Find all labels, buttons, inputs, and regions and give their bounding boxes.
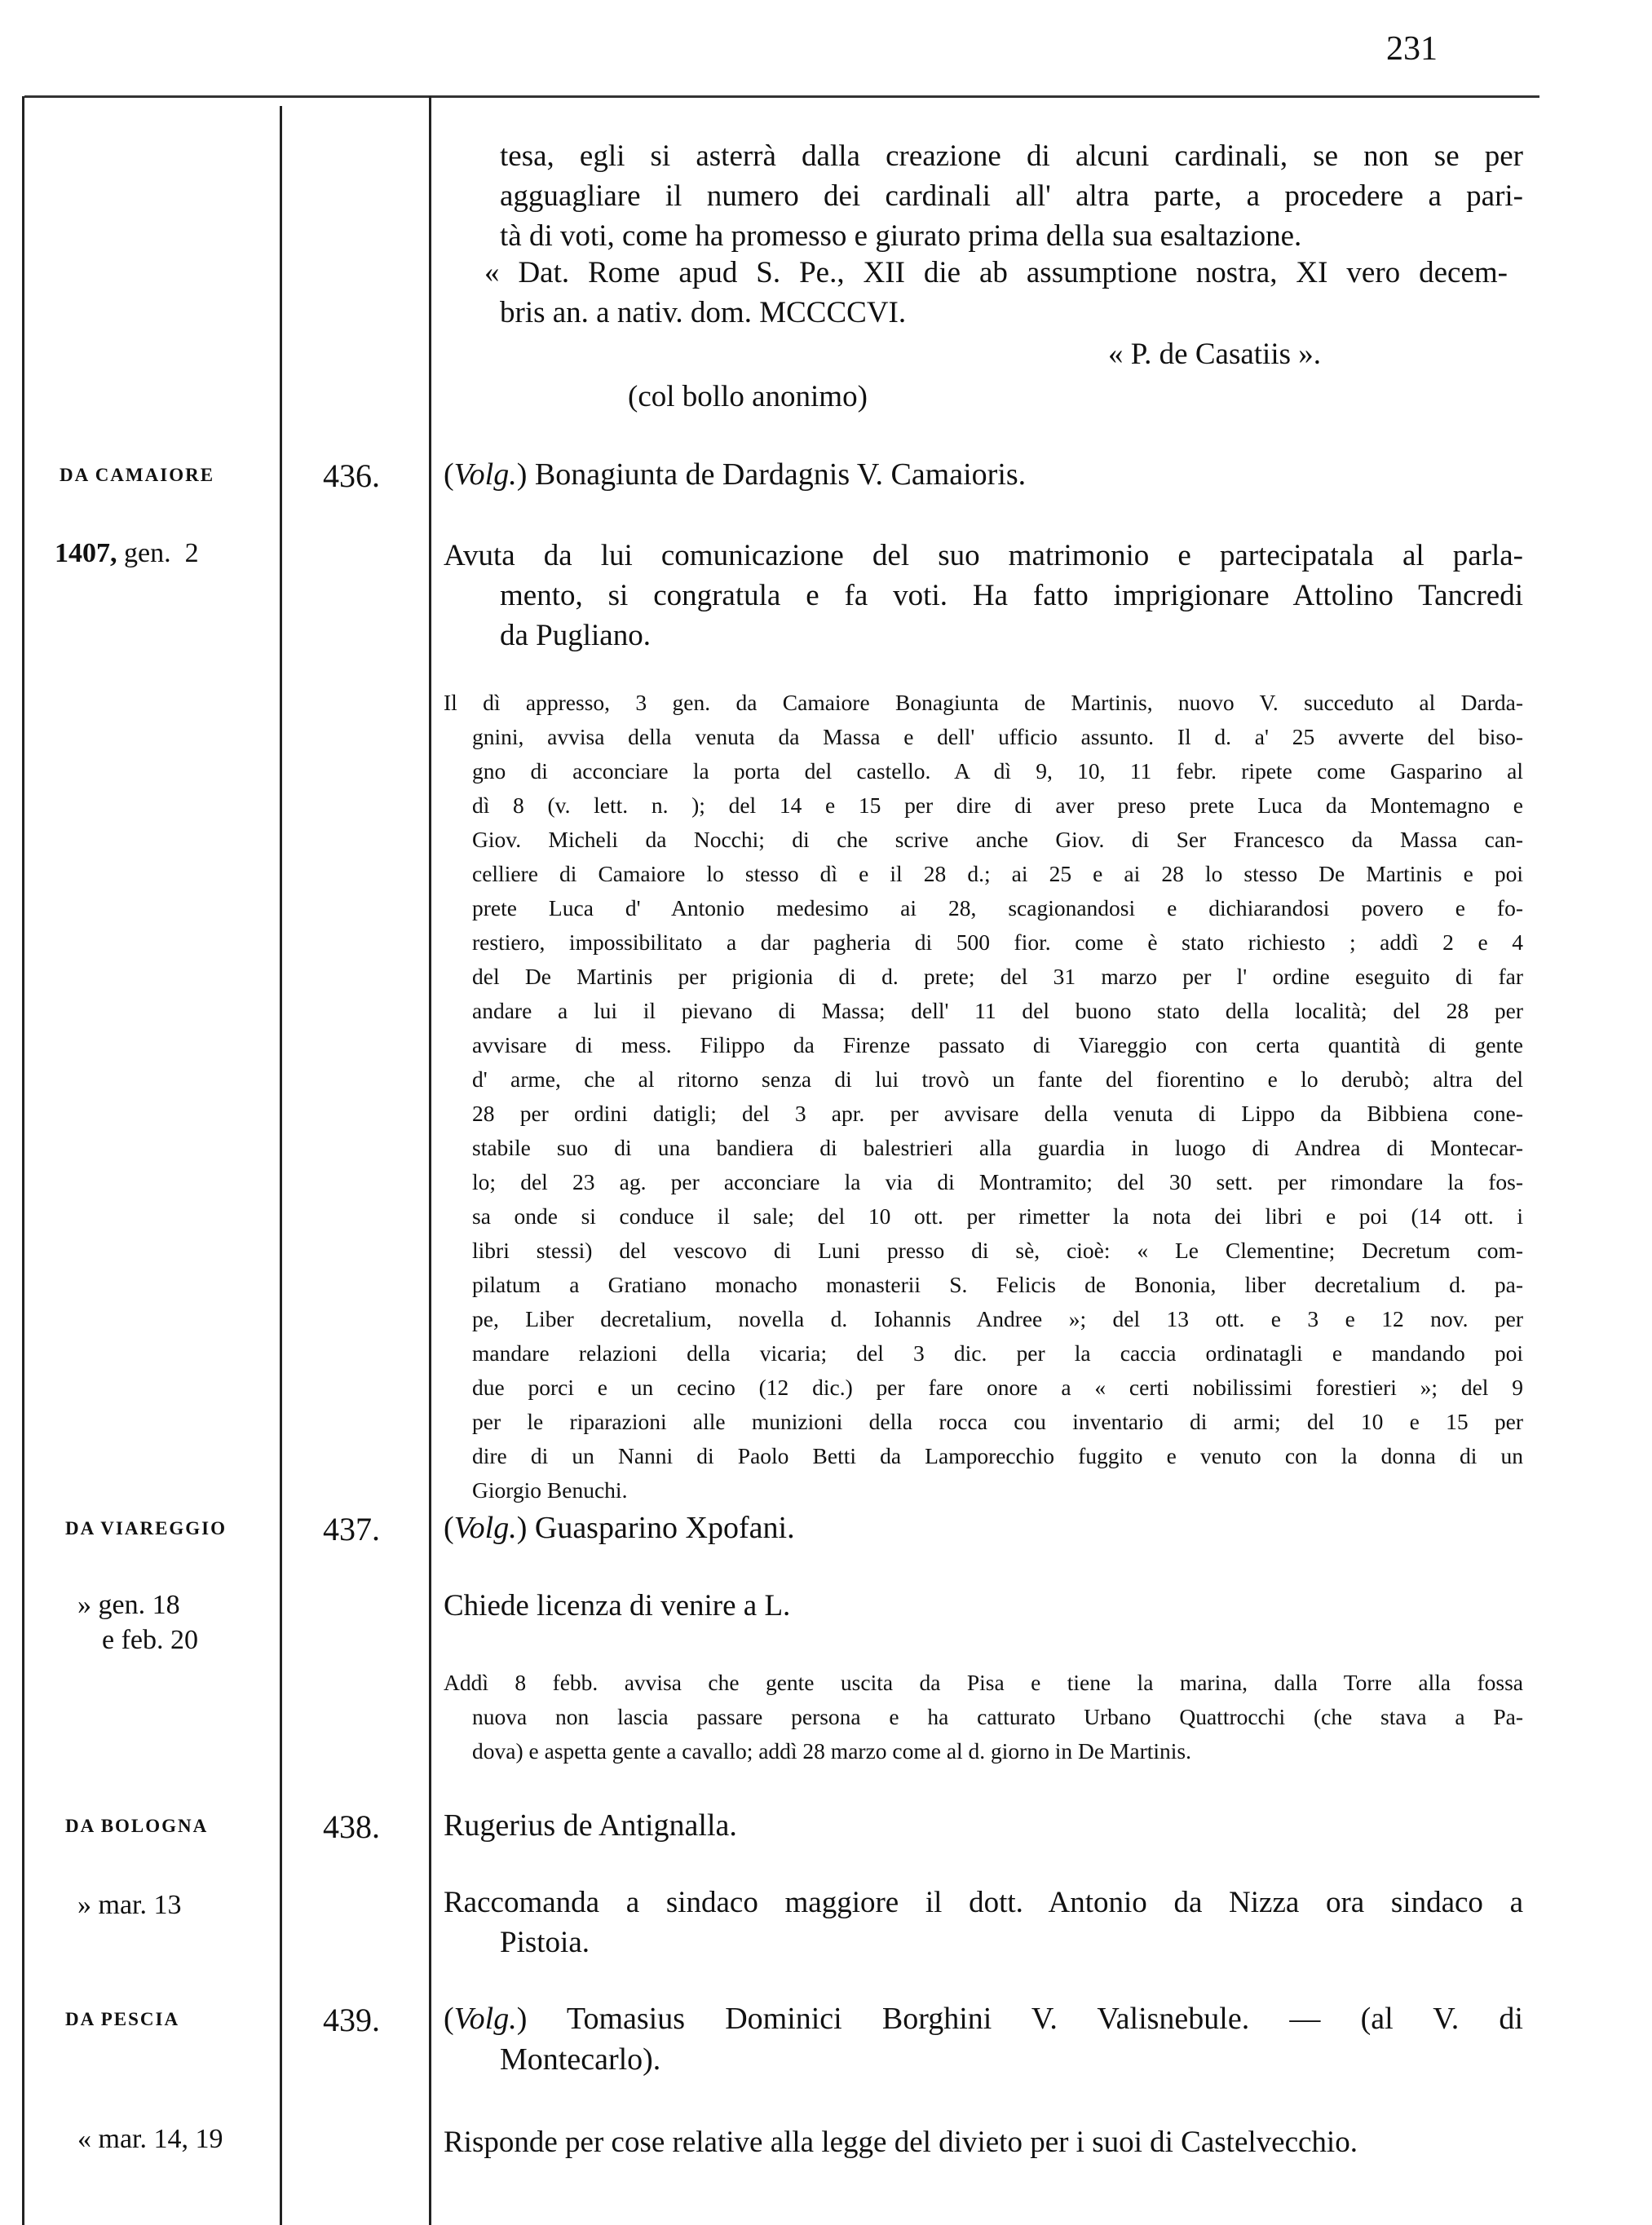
text-line: nuova non lascia passare persona e ha catturato Urbano Quattrocchi (che stava a Pa- xyxy=(472,1704,1523,1729)
entry-heading: (Volg.) Tomasius Dominici Borghini V. Valisnebule. — (al V. di xyxy=(444,2002,1523,2036)
text-line: bris an. a nativ. dom. MCCCCVI. xyxy=(500,296,907,329)
entry-number: 438. xyxy=(323,1808,380,1845)
column-rule-date xyxy=(280,106,282,2225)
text-line: sa onde si conduce il sale; del 10 ott. per rimetter la nota dei libri e poi (14 ott. i xyxy=(472,1203,1523,1229)
entry-heading: (Volg.) Bonagiunta de Dardagnis V. Camaioris. xyxy=(444,457,1027,492)
text-line: celliere di Camaiore lo stesso dì e il 28 d.; ai 25 e ai 28 lo stesso De Martinis e poi xyxy=(472,861,1523,886)
entry-place: DA PESCIA xyxy=(65,2009,180,2029)
text-line: tà di voti, come ha promesso e giurato prima della sua esaltazione. xyxy=(500,219,1302,253)
text-line: andare a lui il pievano di Massa; dell' 11 del buono stato della località; del 28 per xyxy=(472,998,1523,1023)
text-line: mandare relazioni della vicaria; del 3 dic. per la caccia ordinatagli e mandando poi xyxy=(472,1340,1523,1366)
text-line: 28 per ordini datigli; del 3 apr. per avvisare della venuta di Lippo da Bibbiena cone- xyxy=(472,1101,1523,1126)
text-line: mento, si congratula e fa voti. Ha fatto imprigionare Attolino Tancredi xyxy=(500,579,1523,612)
text-line: Chiede licenza di venire a L. xyxy=(444,1589,791,1622)
text-line: Addì 8 febb. avvisa che gente uscita da Pisa e tiene la marina, dalla Torre alla fossa xyxy=(444,1670,1523,1695)
text-line: lo; del 23 ag. per acconciare la via di Montramito; del 30 sett. per rimondare la fos- xyxy=(472,1169,1523,1194)
text-line: dì 8 (v. lett. n. ); del 14 e 15 per dire di aver preso prete Luca da Montemagno e xyxy=(472,792,1523,818)
entry-note xyxy=(444,1666,1523,1768)
entry-date xyxy=(55,538,199,569)
entry-number: 439. xyxy=(323,2002,380,2038)
text-line: pilatum a Gratiano monacho monasterii S. Felicis de Bononia, liber decretalium d. pa- xyxy=(472,1272,1523,1297)
text-line: pe, Liber decretalium, novella d. Iohannis Andree »; del 13 ott. e 3 e 12 nov. per xyxy=(472,1306,1523,1331)
text-line: d' arme, che al ritorno senza di lui trovò un fante del fiorentino e lo derubò; altra del xyxy=(472,1066,1523,1092)
page-number: 231 xyxy=(1386,30,1438,68)
entry-heading: (Volg.) Guasparino Xpofani. xyxy=(444,1511,795,1545)
entry-place: DA VIAREGGIO xyxy=(65,1518,227,1539)
seal-note: (col bollo anonimo) xyxy=(628,380,868,413)
text-line: tesa, egli si asterrà dalla creazione di alcuni cardinali, se non se per xyxy=(500,139,1523,173)
entry-summary xyxy=(444,536,1523,656)
text-line: stabile suo di una bandiera di balestrieri alla guardia in luogo di Andrea di Montecar- xyxy=(472,1135,1523,1160)
text-line: dire di un Nanni di Paolo Betti da Lamporecchio fuggito e venuto con la donna di un xyxy=(472,1443,1523,1468)
text-line: Giov. Micheli da Nocchi; di che scrive anche Giov. di Ser Francesco da Massa can- xyxy=(472,827,1523,852)
text-line: Avuta da lui comunicazione del suo matrimonio e partecipatala al parla- xyxy=(444,539,1523,572)
text-line: per le riparazioni alle munizioni della rocca cou inventario di armi; del 10 e 15 per xyxy=(472,1409,1523,1434)
text-line: Risponde per cose relative alla legge del divieto per i suoi di Castelvecchio. xyxy=(444,2126,1358,2159)
text-line: del De Martinis per prigionia di d. prete; del 31 marzo per l' ordine eseguito di far xyxy=(472,964,1523,989)
text-line: « Dat. Rome apud S. Pe., XII die ab assumptione nostra, XI vero decem- xyxy=(484,256,1508,289)
entry-year: 1407, xyxy=(55,538,117,568)
text-line: Giorgio Benuchi. xyxy=(472,1477,628,1503)
text-line: due porci e un cecino (12 dic.) per fare onore a « certi nobilissimi forestieri »; del 9 xyxy=(472,1375,1523,1400)
entry-date-2: e feb. 20 xyxy=(102,1625,199,1655)
text-line: gno di acconciare la porta del castello. A dì 9, 10, 11 febr. ripete come Gasparino al xyxy=(472,758,1523,784)
entry-number: 436. xyxy=(323,457,380,494)
entry-summary xyxy=(444,1883,1523,1962)
entry-heading-cont: Montecarlo). xyxy=(500,2042,661,2077)
entry-place: DA CAMAIORE xyxy=(60,465,215,485)
entry-heading: Rugerius de Antignalla. xyxy=(444,1808,737,1843)
text-line: prete Luca d' Antonio medesimo ai 28, scagionandosi e dichiarandosi povero e fo- xyxy=(472,895,1523,920)
text-line: agguagliare il numero dei cardinali all' altra parte, a procedere a pari- xyxy=(500,179,1523,213)
text-line: avvisare di mess. Filippo da Firenze passato di Viareggio con certa quantità di gente xyxy=(472,1032,1523,1057)
continuation-paragraph xyxy=(500,136,1523,256)
entry-date: » mar. 13 xyxy=(77,1890,182,1920)
entry-note xyxy=(444,686,1523,1508)
entry-number: 437. xyxy=(323,1511,380,1547)
entry-date: » gen. 18 xyxy=(77,1590,180,1620)
signature: « P. de Casatiis ». xyxy=(1107,338,1321,371)
text-line: gnini, avvisa della venuta da Massa e dell' ufficio assunto. Il d. a' 25 avverte del biso- xyxy=(472,724,1523,749)
text-line: Pistoia. xyxy=(500,1926,590,1959)
column-rule-left xyxy=(22,96,24,2225)
text-line: libri stessi) del vescovo di Luni presso di sè, cioè: « Le Clementine; Decretum com- xyxy=(472,1238,1523,1263)
entry-date: « mar. 14, 19 xyxy=(77,2124,223,2154)
entry-summary xyxy=(444,2122,1523,2162)
entry-summary xyxy=(444,1586,1467,1626)
entry-day: gen. 2 xyxy=(124,538,199,568)
text-line: Raccomanda a sindaco maggiore il dott. Antonio da Nizza ora sindaco a xyxy=(444,1886,1523,1919)
header-rule xyxy=(24,95,1539,98)
text-line: da Pugliano. xyxy=(500,619,651,652)
column-rule-number xyxy=(429,96,431,2225)
text-line: Il dì appresso, 3 gen. da Camaiore Bonagiunta de Martinis, nuovo V. succeduto al Darda- xyxy=(444,690,1523,715)
dating-clause xyxy=(484,253,1523,333)
text-line: dova) e aspetta gente a cavallo; addì 28 marzo come al d. giorno in De Martinis. xyxy=(472,1738,1191,1764)
text-line: restiero, impossibilitato a dar pagheria di 500 fior. come è stato richiesto ; addì 2 e 4 xyxy=(472,929,1523,955)
entry-place: DA BOLOGNA xyxy=(65,1816,209,1836)
